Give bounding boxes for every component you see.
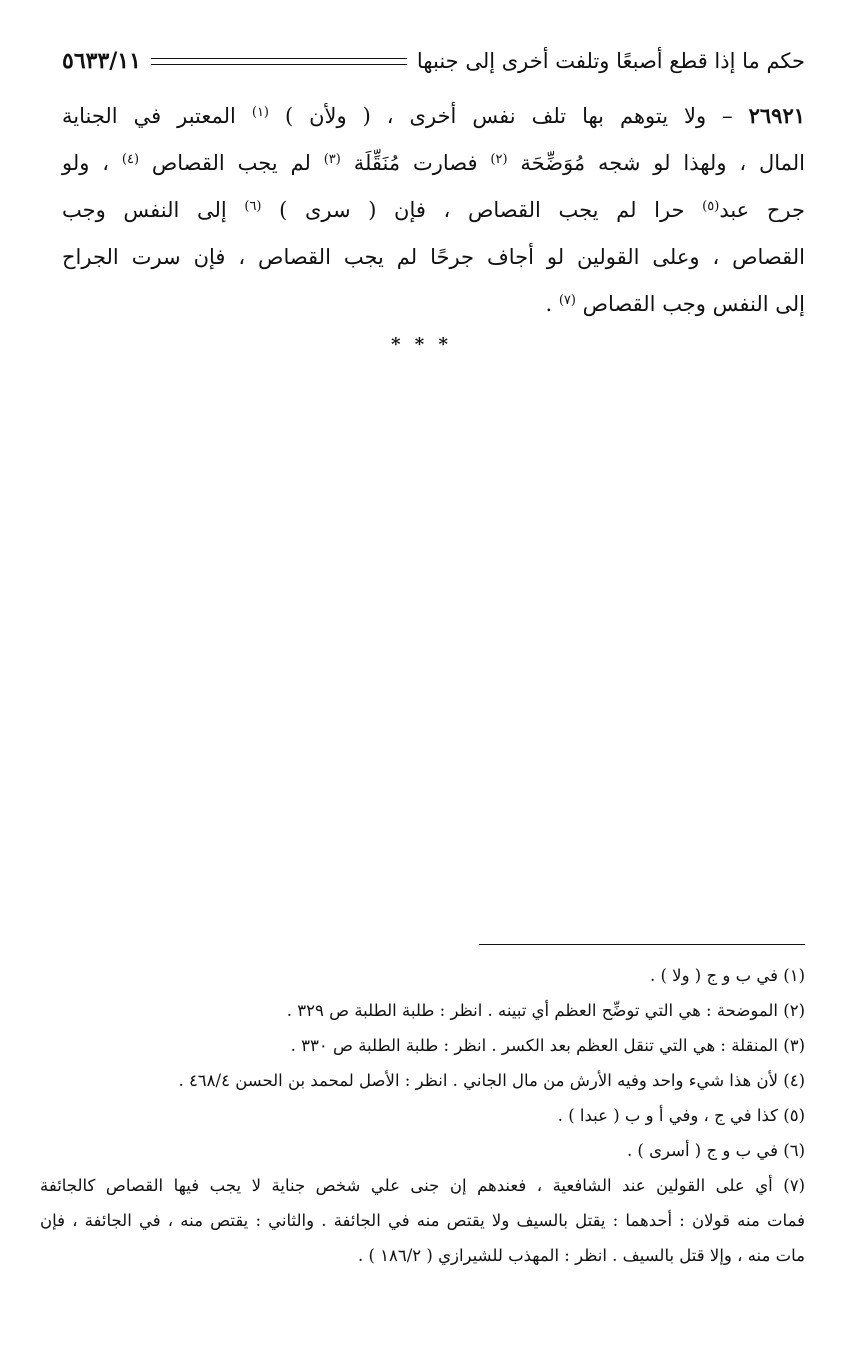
body-text-segment: لم يجب القصاص (139, 151, 324, 175)
footnote-ref-4[interactable]: (٤) (121, 152, 140, 167)
chapter-title: حكم ما إذا قطع أصبعًا وتلفت أخرى إلى جنبها (416, 49, 805, 73)
footnote-ref-1[interactable]: (١) (251, 105, 269, 120)
footnote-ref-6[interactable]: (٦) (244, 199, 262, 214)
body-line-4 (62, 234, 805, 281)
body-text-segment: ، ولو (62, 151, 122, 175)
entry-body (62, 92, 805, 328)
header-double-rule (151, 58, 407, 65)
footnotes (40, 958, 805, 1273)
footnote-2: (٢) الموضحة : هي التي توضِّح العظم أي تبينه . انظر : طلبة الطلبة ص ٣٢٩ . (286, 1001, 805, 1020)
body-line-5 (62, 281, 805, 328)
footnote-7-end: مات منه ، وإلا قتل بالسيف . انظر : المهذب للشيرازي ( ١٨٦/٢ ) . (357, 1246, 805, 1265)
body-text-segment: إلى النفس وجب القصاص (575, 292, 805, 316)
footnote-1: (١) في ب و ج ( ولا ) . (650, 966, 805, 985)
page-number: ٥٦٣٣/١١ (62, 48, 141, 74)
footnote-7-continued: فمات منه قولان : أحدهما : يقتل بالسيف ولا يقتص منه في الجائفة . والثاني : يقتص منه ، في الجائفة ، فإن (40, 1211, 805, 1230)
body-text-segment: فصارت مُنَقِّلَة (340, 151, 491, 175)
body-text-segment: جرح عبد (719, 198, 805, 222)
footnote-ref-5[interactable]: (٥) (702, 199, 720, 214)
body-text-segment: – ولا يتوهم بها تلف نفس أخرى ، ( ولأن ) (269, 104, 733, 128)
body-line-3 (62, 187, 805, 234)
entry-number: ٢٦٩٢١ (748, 103, 806, 128)
body-line-1 (62, 92, 805, 140)
body-text-segment: حرا لم يجب القصاص ، فإن ( سرى ) (261, 198, 703, 222)
footnote-ref-3[interactable]: (٣) (323, 152, 341, 167)
body-line-2 (62, 140, 805, 187)
body-text-segment: . (545, 292, 559, 316)
footnote-ref-2[interactable]: (٢) (490, 152, 508, 167)
footnote-divider (479, 944, 805, 945)
footnote-3: (٣) المنقلة : هي التي تنقل العظم بعد الكسر . انظر : طلبة الطلبة ص ٣٣٠ . (290, 1036, 805, 1055)
footnote-ref-7[interactable]: (٧) (558, 293, 576, 308)
footnote-7: (٧) أي على القولين عند الشافعية ، فعندهم إن جنى علي شخص جناية لا يجب فيها القصاص كالجائفة (40, 1176, 805, 1195)
footnote-6: (٦) في ب و ج ( أسرى ) . (626, 1141, 805, 1160)
footnote-5: (٥) كذا في ج ، وفي أ و ب ( عبدا ) . (557, 1106, 805, 1125)
footnote-4: (٤) لأن هذا شيء واحد وفيه الأرش من مال الجاني . انظر : الأصل لمحمد بن الحسن ٤٦٨/٤ . (178, 1071, 805, 1090)
body-text-segment: القصاص ، وعلى القولين لو أجاف جرحًا لم يجب القصاص ، فإن سرت الجراح (62, 245, 805, 269)
running-header (62, 44, 805, 78)
section-separator: * * * (391, 334, 452, 355)
body-text-segment: إلى النفس وجب (62, 198, 245, 222)
body-text-segment: المال ، ولهذا لو شجه مُوَضِّحَة (507, 151, 805, 175)
body-text-segment: المعتبر في الجناية (62, 104, 252, 128)
